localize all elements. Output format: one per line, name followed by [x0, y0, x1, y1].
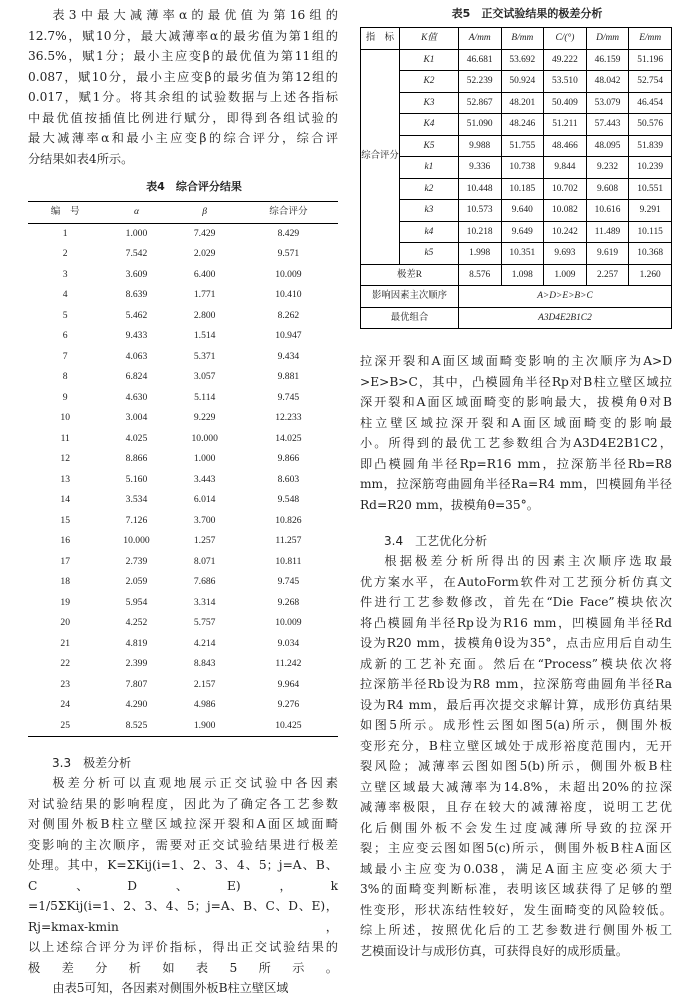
table5-cell: K4	[400, 114, 459, 136]
table4-cell: 16	[60, 535, 70, 546]
table4-cell: 5	[62, 309, 68, 321]
table4-cell: 1.771	[193, 289, 216, 300]
text-line: 化后侧围外板不会发生过度减薄所导致的拉深开	[360, 820, 672, 835]
table-row	[361, 286, 672, 308]
table4-cell: 9.548	[277, 494, 300, 505]
table5-best-value: A3D4E2B1C2	[458, 307, 671, 329]
table5-cell: 9.336	[458, 157, 501, 179]
table4-cell: 2.739	[125, 555, 148, 567]
table4-cell: 3	[62, 268, 68, 280]
text-line: mm，拉深筋弯曲圆角半径Ra=R4 mm，凹模圆角半径	[360, 477, 672, 491]
table5-cell: 51.090	[458, 114, 501, 136]
table4-cell: 9.434	[277, 350, 300, 362]
text-line: 表3中最大减薄率α的最优值为第16组的	[52, 8, 338, 22]
table5-range-cell: 2.257	[586, 264, 629, 286]
table5-cell: 48.466	[544, 135, 587, 157]
table5-header-row	[361, 28, 672, 50]
table5-cell: 11.489	[586, 221, 629, 243]
table5-cell: 10.242	[544, 221, 587, 243]
table5-cell: 48.095	[586, 135, 629, 157]
text-line: 拉深筋半径Rb设为R8 mm，拉深筋弯曲圆角半径Ra	[360, 677, 672, 691]
table4-cell: 4.290	[125, 699, 148, 710]
table4-cell: 4.025	[125, 432, 148, 444]
table-row	[28, 244, 338, 265]
text-line: =1/5ΣKij(i=1、2、3、4、5；j=A、B、C、D、E)，Rj=kmax-kmin，	[28, 899, 338, 934]
table4-cell: 6	[62, 330, 68, 341]
table5-group-label: 综合评分	[361, 49, 400, 264]
table4-cell: 12	[60, 453, 70, 464]
section-3-3	[28, 753, 338, 999]
table-row	[28, 675, 338, 696]
text-line: Rd=R20 mm，拔模角θ=35°。	[360, 497, 539, 512]
table5-cell: 48.042	[586, 71, 629, 93]
table-row	[28, 449, 338, 470]
table4-cell: 3.609	[125, 268, 148, 280]
text-line: 减薄率极限，且存在较大的减薄裕度，说明工艺优	[360, 800, 672, 814]
table4-cell: 10.000	[191, 432, 218, 444]
table4-caption: 表4 综合评分结果	[146, 180, 242, 193]
section-3-3-body	[28, 773, 338, 999]
table4-cell: 5.757	[193, 617, 216, 628]
table4-cell: 2.059	[125, 576, 148, 587]
table4-cell: 8.843	[193, 658, 216, 669]
table4-cell: 8.603	[277, 473, 300, 485]
table4-cell: 2	[62, 248, 68, 259]
table5-header-cell: D/mm	[586, 28, 629, 50]
text-line: >E>B>C，其中，凸模圆角半径Rp对B柱立壁区域拉	[360, 374, 672, 389]
table5-cell: 53.079	[586, 92, 629, 114]
table5-cell: 10.573	[458, 200, 501, 222]
table-row	[361, 178, 672, 200]
table5-cell: 10.616	[586, 200, 629, 222]
table5-cell: 10.551	[629, 178, 672, 200]
table4-cell: 2.800	[193, 309, 216, 321]
table4-cell: 24	[60, 699, 70, 710]
table-row	[28, 572, 338, 593]
table5-header-cell: C/(°)	[544, 28, 587, 50]
table-row	[361, 221, 672, 243]
table4-cell: 8.639	[125, 289, 148, 300]
table-row	[28, 326, 338, 347]
table4-cell: 2.399	[125, 658, 148, 669]
text-line: 艺模面设计与成形仿真，可获得良好的成形质量。	[360, 943, 629, 958]
table4-cell: 5.114	[194, 391, 216, 403]
table5-cell: 52.754	[629, 71, 672, 93]
text-line: 极差分析可以直观地展示正交试验中各因素	[52, 776, 338, 790]
table4-cell: 4.986	[193, 699, 216, 710]
table5-cell: 9.608	[586, 178, 629, 200]
table4-cell: 13	[60, 473, 70, 485]
table5-caption: 表5 正交试验结果的极差分析	[451, 7, 603, 20]
text-line: 处理。其中，K=ΣKij(i=1、2、3、4、5；j=A、B、C、D、E)，k	[28, 858, 338, 893]
text-line: 3%的面畸变判断标准，表明该区域获得了足够的塑	[360, 882, 672, 896]
table5-cell: 9.844	[544, 157, 587, 179]
text-line: 深开裂和A面区域面畸变的影响最大，拔模角θ对B	[360, 395, 672, 409]
table4-cell: 3.443	[193, 473, 216, 485]
table-row	[28, 716, 338, 737]
section-3-4	[360, 531, 672, 961]
table-row	[28, 285, 338, 306]
table5-cell: K2	[400, 71, 459, 93]
table-row	[28, 367, 338, 388]
table4	[28, 201, 338, 737]
table4-header-row	[28, 202, 338, 224]
table4-cell: 11.257	[275, 535, 302, 546]
text-line: 柱立壁区域拉深开裂和A面区域面畸变的影响最	[360, 415, 672, 430]
text-line: 优方案水平，在AutoForm软件对工艺预分析仿真文	[360, 574, 672, 589]
text-line: 性变形，形状冻结性较好，发生面畸变的风险较低。	[360, 902, 672, 917]
text-line: 12.7%，赋10分，最大减薄率α的最劣值为第1组的	[28, 28, 338, 43]
table4-cell: 9.268	[277, 596, 300, 608]
table5-header-cell: B/mm	[501, 28, 544, 50]
table4-cell: 9.034	[277, 637, 300, 649]
table4-header-cell: 编 号	[28, 202, 102, 224]
table4-cell: 1.514	[193, 330, 216, 341]
table4-cell: 4.819	[125, 637, 148, 649]
table4-cell: 7.686	[193, 576, 216, 587]
table-row	[361, 135, 672, 157]
table5-cell: 10.115	[629, 221, 672, 243]
table5-cell: 10.082	[544, 200, 587, 222]
table5-cell: K1	[400, 49, 459, 71]
table-row	[28, 634, 338, 655]
section-3-4-body	[360, 551, 672, 961]
table5-cell: 52.239	[458, 71, 501, 93]
table-row	[361, 157, 672, 179]
table5-cell: 46.159	[586, 49, 629, 71]
text-line: 成新的工艺补充面。然后在“Process”模块依次将	[360, 656, 672, 671]
table5-cell: 9.988	[458, 135, 501, 157]
table4-cell: 9.745	[277, 576, 300, 587]
table5-cell: 49.222	[544, 49, 587, 71]
table4-cell: 7	[62, 350, 68, 362]
table5-range-cell: 8.576	[458, 264, 501, 286]
table-row	[28, 388, 338, 409]
table4-cell: 7.542	[125, 248, 148, 259]
table-row	[28, 490, 338, 511]
table4-cell: 1.257	[193, 535, 216, 546]
text-line: 以上述综合评分为评价指标，得出正交试验结果的	[28, 940, 338, 954]
table4-cell: 7.126	[125, 514, 148, 526]
text-line: 对侧围外板B柱立壁区域拉深开裂和A面区域面畸	[28, 817, 338, 831]
text-line: 即凸模圆角半径Rp=R16 mm，拉深筋半径Rb=R8	[360, 456, 672, 471]
table4-cell: 8.262	[277, 309, 300, 321]
table4-cell: 10.410	[275, 289, 302, 300]
table5-cell: 51.755	[501, 135, 544, 157]
table5-cell: 1.998	[458, 243, 501, 265]
table4-cell: 6.014	[193, 494, 216, 505]
text-line: 设为R4 mm，最后再次提交求解计算，成形仿真结果	[360, 697, 672, 712]
table5-best-label: 最优组合	[361, 307, 459, 329]
table5-cell: 10.738	[501, 157, 544, 179]
table4-cell: 9.866	[277, 453, 300, 464]
table4-cell: 5.371	[193, 350, 216, 362]
text-line: 中最优值按插值比例进行赋分，即得到各组试验的	[28, 110, 338, 125]
text-line: 变影响的主次顺序，需要对正交试验结果进行极差	[28, 837, 338, 852]
table5-cell: 50.409	[544, 92, 587, 114]
table4-cell: 3.314	[193, 596, 216, 608]
table5-cell: 10.218	[458, 221, 501, 243]
table5-cell: 9.649	[501, 221, 544, 243]
table-row	[361, 243, 672, 265]
table4-cell: 18	[60, 576, 70, 587]
table4-cell: 3.004	[125, 412, 148, 423]
table4-cell: 3.057	[193, 371, 216, 382]
table4-cell: 10.811	[275, 555, 302, 567]
table5-cell: k1	[400, 157, 459, 179]
text-line: 立壁区域最大减薄率为14.8%，未超出20%的拉深	[360, 779, 672, 794]
table-row	[28, 223, 338, 244]
table4-cell: 1.900	[193, 719, 216, 731]
table4-cell: 7.429	[193, 227, 216, 239]
table5-cell: 9.232	[586, 157, 629, 179]
table4-cell: 20	[60, 617, 70, 628]
table5-cell: 10.351	[501, 243, 544, 265]
table-row	[28, 593, 338, 614]
table5-cell: 46.681	[458, 49, 501, 71]
table5-cell: 48.201	[501, 92, 544, 114]
table4-cell: 25	[60, 719, 70, 731]
table4-cell: 10.000	[123, 535, 150, 546]
table5-cell: 10.239	[629, 157, 672, 179]
table5-order-label: 影响因素主次顺序	[361, 286, 459, 308]
range-analysis-conclusion	[360, 351, 672, 515]
text-line: 极差分析如表5所示。	[28, 960, 338, 975]
table-row	[361, 200, 672, 222]
text-line: 0.087，赋10分，最小主应变β的最劣值为第12组的	[28, 69, 338, 84]
table4-cell: 2.157	[193, 678, 216, 690]
intro-lines	[28, 5, 338, 169]
table4-cell: 9	[62, 391, 68, 403]
table4-cell: 3.534	[125, 494, 148, 505]
table4-cell: 4.252	[125, 617, 148, 628]
table5-cell: 51.196	[629, 49, 672, 71]
text-line: 裂风险；减薄率云图如图5(b)所示，侧围外板B柱	[360, 759, 672, 773]
table-row	[28, 654, 338, 675]
table5-cell: 57.443	[586, 114, 629, 136]
table4-cell: 10.425	[275, 719, 302, 731]
table5-cell: 51.839	[629, 135, 672, 157]
table5-cell: k3	[400, 200, 459, 222]
table-row	[361, 307, 672, 329]
text-line: 由表5可知，各因素对侧围外板B柱立壁区域	[52, 981, 289, 995]
table5-range-cell: 1.009	[544, 264, 587, 286]
table4-cell: 10.009	[275, 617, 302, 628]
table5-cell: K3	[400, 92, 459, 114]
table-row	[28, 306, 338, 327]
table4-cell: 3.700	[193, 514, 216, 526]
table5-range-cell: 1.260	[629, 264, 672, 286]
table4-cell: 6.400	[193, 268, 216, 280]
table4-cell: 21	[60, 637, 70, 649]
table-row	[361, 71, 672, 93]
table4-cell: 5.954	[125, 596, 148, 608]
table4-cell: 4.214	[193, 637, 216, 649]
table5-block	[360, 6, 672, 329]
table4-header-cell: α	[102, 202, 170, 224]
table4-cell: 2.029	[193, 248, 216, 259]
table4-cell: 10.009	[275, 268, 302, 280]
table5-cell: 10.185	[501, 178, 544, 200]
text-line: 域最小主应变为0.038，满足A面主应变必须大于	[360, 861, 672, 876]
table-row	[28, 408, 338, 429]
table4-block	[28, 179, 338, 737]
table-row	[28, 552, 338, 573]
table4-header-cell: β	[171, 202, 239, 224]
table4-cell: 4	[62, 289, 68, 300]
table-row	[28, 531, 338, 552]
table5	[360, 27, 672, 329]
text-line: 裂；主应变云图如图5(c)所示，侧围外板B柱A面区	[360, 841, 672, 855]
table-row	[28, 265, 338, 286]
table5-cell: 10.702	[544, 178, 587, 200]
text-line: 36.5%，赋1分；最小主应变β的最优值为第11组的	[28, 49, 338, 63]
table4-cell: 8.525	[125, 719, 148, 731]
table5-cell: 9.693	[544, 243, 587, 265]
table4-cell: 19	[60, 596, 70, 608]
table4-cell: 1	[62, 227, 68, 239]
text-line: 综上所述，按照优化后的工艺参数进行侧围外板工	[360, 923, 672, 937]
text-line: 最大减薄率α和最小主应变β的综合评分，综合评	[28, 131, 338, 145]
table5-cell: 50.924	[501, 71, 544, 93]
table4-cell: 7.807	[125, 678, 148, 690]
text-line: 拉深开裂和A面区域面畸变影响的主次顺序为A>D	[360, 354, 672, 368]
intro-paragraph	[28, 5, 338, 169]
table5-cell: 10.448	[458, 178, 501, 200]
table-row	[28, 347, 338, 368]
table5-order-value: A>D>E>B>C	[458, 286, 671, 308]
table4-cell: 4.630	[125, 391, 148, 403]
table-row	[28, 511, 338, 532]
table-row	[28, 695, 338, 716]
text-line: 件进行工艺参数修改，首先在“Die Face”模块依次	[360, 595, 672, 609]
table5-cell: 51.211	[544, 114, 587, 136]
text-line: 设为R20 mm，拔模角θ设为35°，点击应用后自动生	[360, 636, 672, 650]
table4-cell: 10.947	[275, 330, 302, 341]
table4-cell: 4.063	[125, 350, 148, 362]
table4-cell: 5.462	[125, 309, 148, 321]
table5-cell: 46.454	[629, 92, 672, 114]
table4-cell: 9.433	[125, 330, 148, 341]
table4-cell: 9.229	[193, 412, 216, 423]
table5-cell: K5	[400, 135, 459, 157]
text-line: 对试验结果的影响程度，因此为了确定各工艺参数	[28, 796, 338, 811]
text-line: 如图5所示。成形性云图如图5(a)所示，侧围外板	[360, 718, 672, 732]
table-row	[28, 470, 338, 491]
section-3-4-heading: 3.4 工艺优化分析	[384, 534, 488, 548]
table4-cell: 9.881	[277, 371, 300, 382]
text-line: 根据极差分析所得出的因素主次顺序选取最	[384, 554, 672, 568]
table4-cell: 1.000	[125, 227, 148, 239]
table-row	[28, 613, 338, 634]
table4-cell: 11	[60, 432, 70, 444]
table-row	[361, 92, 672, 114]
table4-cell: 5.160	[125, 473, 148, 485]
table4-cell: 17	[60, 555, 70, 567]
table4-cell: 8.429	[277, 227, 300, 239]
table-row	[361, 49, 672, 71]
table4-cell: 6.824	[125, 371, 148, 382]
table4-cell: 14	[60, 494, 70, 505]
table5-cell: 50.576	[629, 114, 672, 136]
table4-cell: 8.071	[193, 555, 216, 567]
table5-cell: 9.640	[501, 200, 544, 222]
table4-header-cell: 综合评分	[239, 202, 338, 224]
table4-cell: 15	[60, 514, 70, 526]
table-row	[361, 264, 672, 286]
table4-cell: 9.276	[277, 699, 300, 710]
text-line: 分结果如表4所示。	[28, 151, 134, 166]
table-row	[361, 114, 672, 136]
table4-cell: 10.826	[275, 514, 302, 526]
table-row	[28, 429, 338, 450]
text-line: 将凸模圆角半径Rp设为R16 mm，凹模圆角半径Rd	[360, 615, 672, 630]
text-line: 变形充分，B柱立壁区域处于成形裕度范围内，无开	[360, 738, 672, 753]
table4-body	[28, 223, 338, 737]
table5-body	[361, 49, 672, 329]
table4-cell: 8.866	[125, 453, 148, 464]
table4-cell: 11.242	[275, 658, 302, 669]
text-line: 0.017，赋1分。将其余组的试验数据与上述各指标	[28, 90, 338, 104]
table4-cell: 1.000	[193, 453, 216, 464]
table5-cell: k2	[400, 178, 459, 200]
table5-cell: 52.867	[458, 92, 501, 114]
table4-cell: 23	[60, 678, 70, 690]
right-column	[360, 0, 672, 961]
table4-cell: 10	[60, 412, 70, 423]
table5-header-cell: E/mm	[629, 28, 672, 50]
table5-cell: 10.368	[629, 243, 672, 265]
table5-cell: k5	[400, 243, 459, 265]
table5-header-cell: 指 标	[361, 28, 400, 50]
table4-cell: 9.571	[277, 248, 300, 259]
table4-cell: 22	[60, 658, 70, 669]
table5-cell: k4	[400, 221, 459, 243]
table5-cell: 9.619	[586, 243, 629, 265]
table4-cell: 9.745	[277, 391, 300, 403]
left-column	[28, 0, 338, 999]
table5-cell: 53.692	[501, 49, 544, 71]
table5-cell: 53.510	[544, 71, 587, 93]
table5-range-cell: 1.098	[501, 264, 544, 286]
table5-cell: 9.291	[629, 200, 672, 222]
table5-cell: 48.246	[501, 114, 544, 136]
section-3-3-heading: 3.3 极差分析	[52, 756, 132, 770]
text-line: 小。所得到的最优工艺参数组合为A3D4E2B1C2，	[360, 436, 672, 450]
table5-header-cell: A/mm	[458, 28, 501, 50]
table5-header-cell: K值	[400, 28, 459, 50]
table4-cell: 14.025	[275, 432, 302, 444]
table4-cell: 12.233	[275, 412, 302, 423]
table5-range-label: 极差R	[361, 264, 459, 286]
table4-cell: 9.964	[277, 678, 300, 690]
table4-cell: 8	[62, 371, 68, 382]
